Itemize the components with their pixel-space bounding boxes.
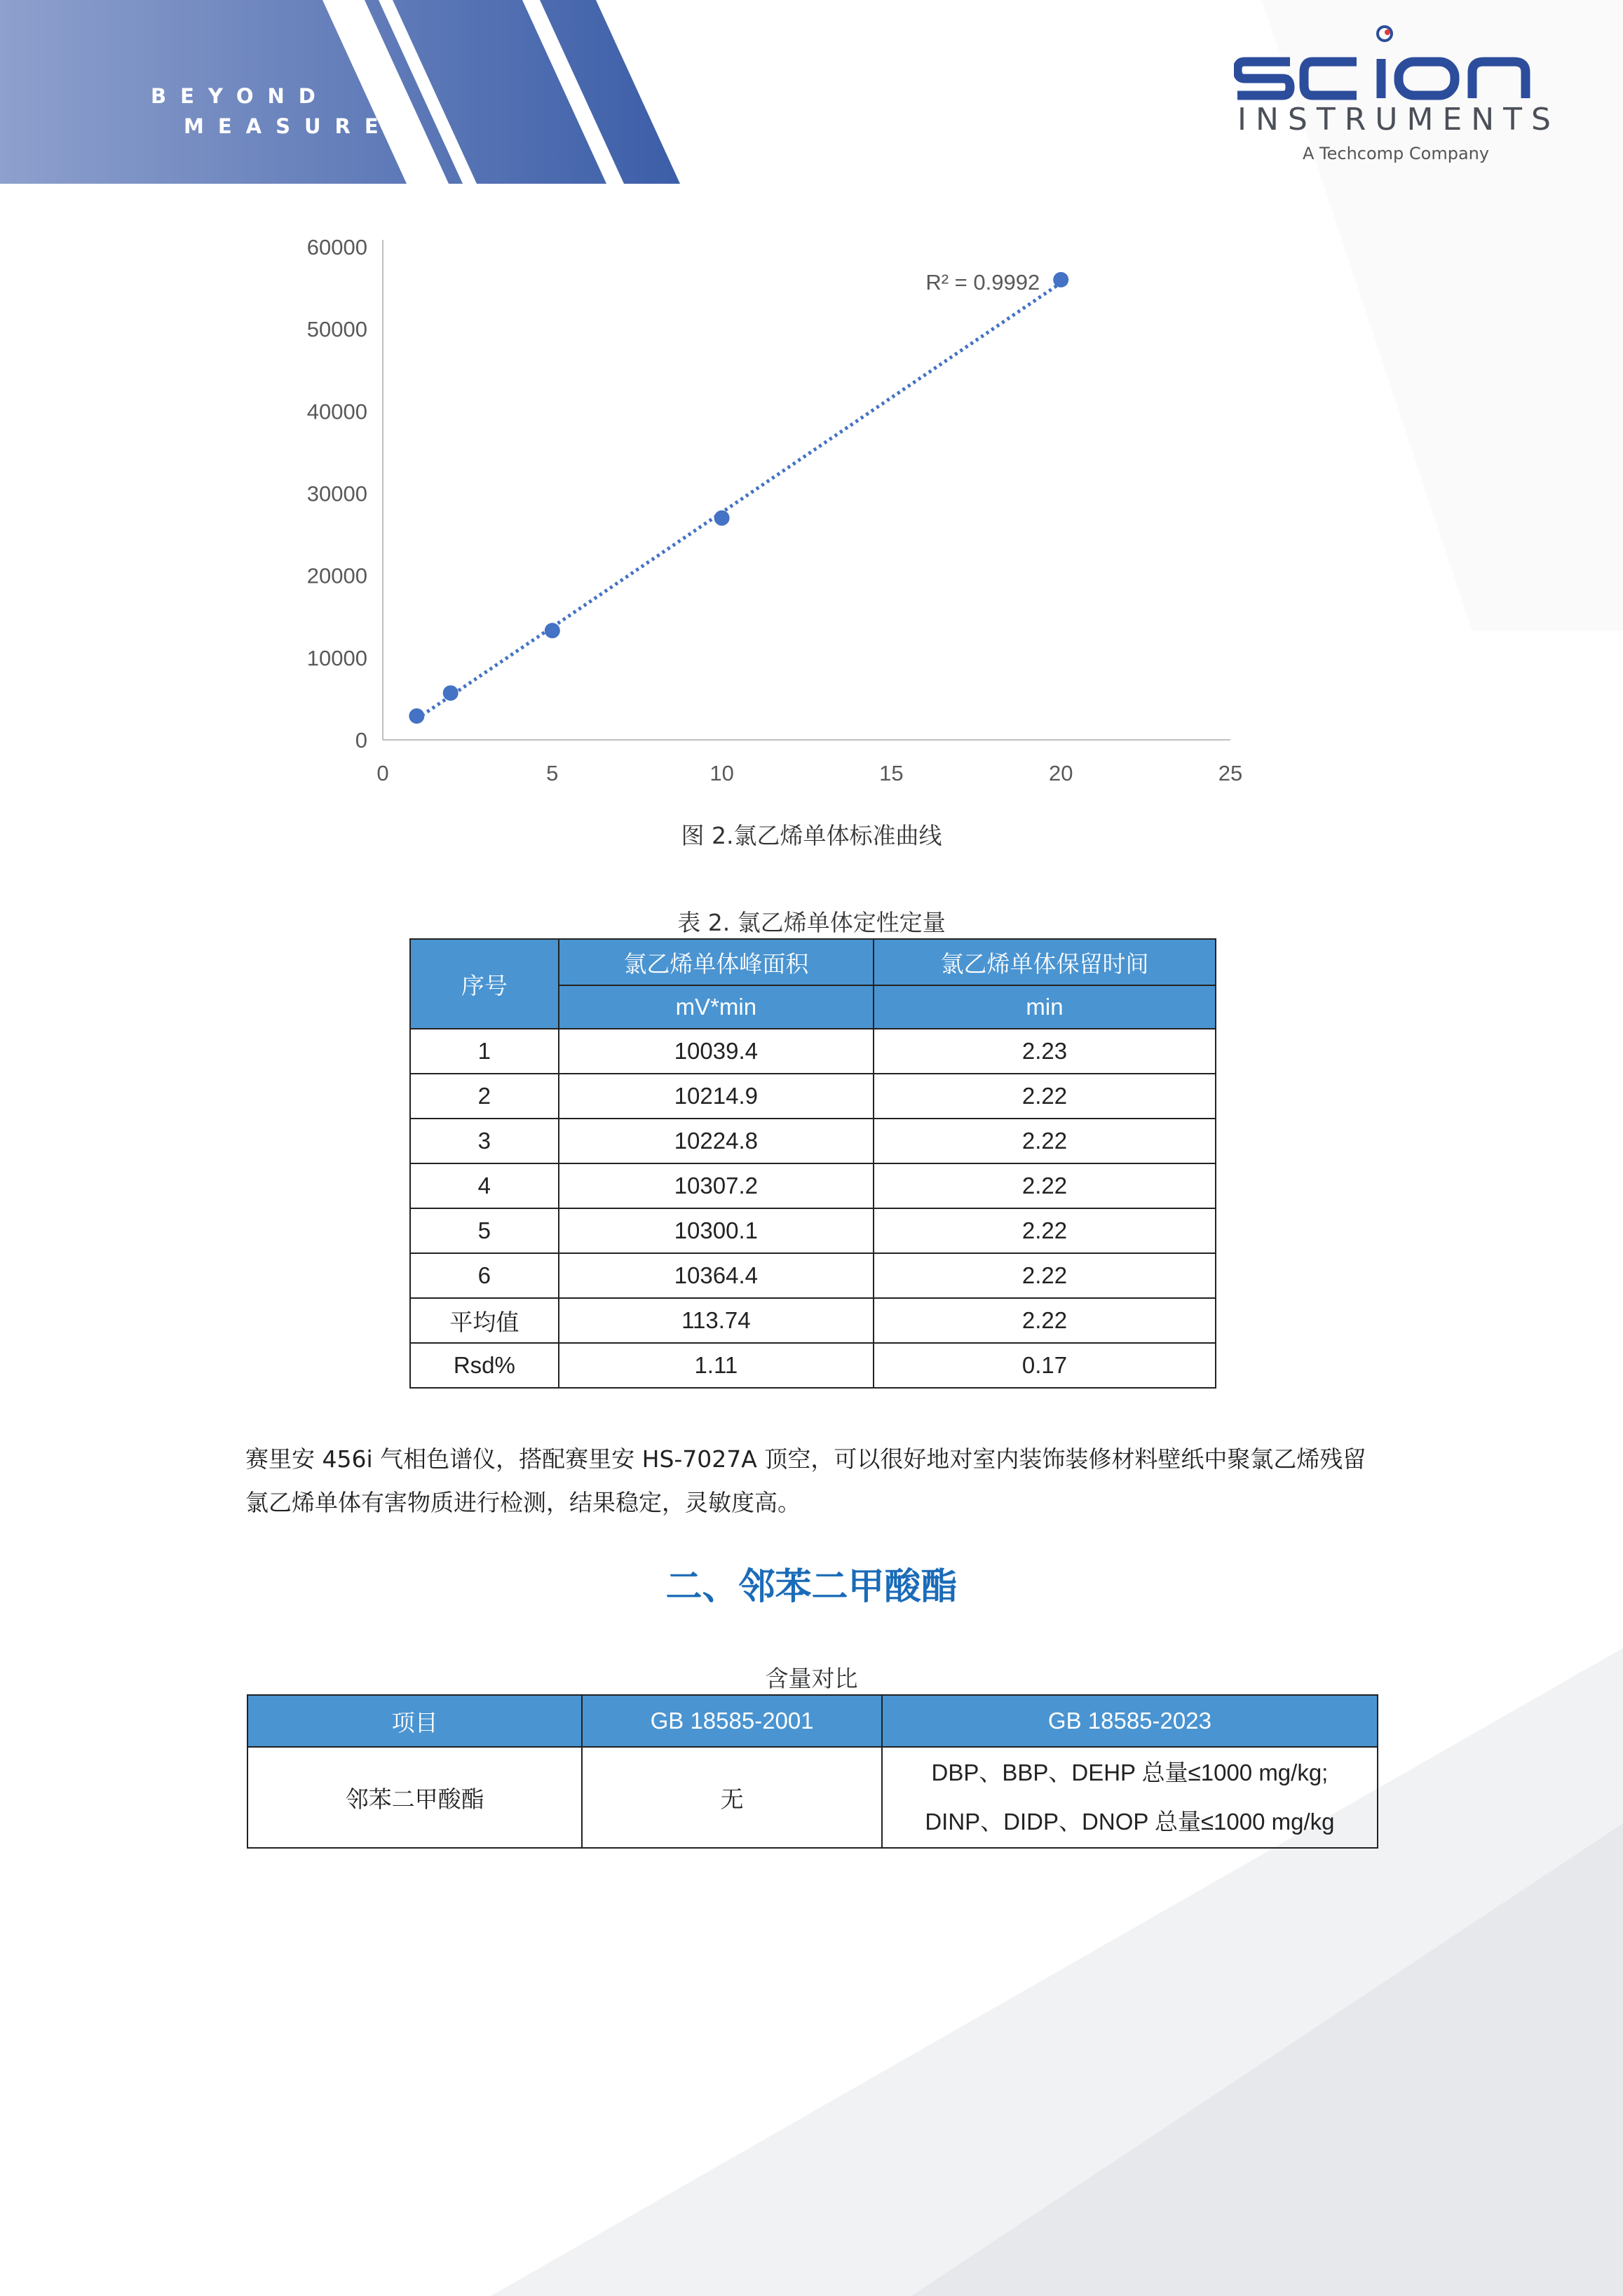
r-squared-label: R² = 0.9992 <box>925 269 1040 295</box>
table2-cell: 2.22 <box>874 1163 1216 1208</box>
table-row <box>410 1208 1216 1253</box>
summary-paragraph: 赛里安 456i 气相色谱仪，搭配赛里安 HS-7027A 顶空，可以很好地对室内装饰装修材料壁纸中聚氯乙烯残留氯乙烯单体有害物质进行检测，结果稳定，灵敏度高。 <box>245 1445 1366 1516</box>
table2-cell: 2.22 <box>874 1119 1216 1163</box>
table3-cell-old: 无 <box>582 1747 882 1848</box>
y-tick-label: 50000 <box>306 317 367 342</box>
x-tick-label: 15 <box>879 761 904 785</box>
table3-cell-item: 邻苯二甲酸酯 <box>247 1747 582 1848</box>
tagline-measure: MEASURE <box>184 114 393 138</box>
table2-cell: 10300.1 <box>559 1208 874 1253</box>
table-row <box>410 1343 1216 1388</box>
table3-cell-new <box>882 1747 1378 1848</box>
table3-header-item: 项目 <box>247 1695 582 1747</box>
table3-header-new: GB 18585-2023 <box>882 1695 1378 1747</box>
table2-cell: 10364.4 <box>559 1253 874 1298</box>
table2-cell: 4 <box>410 1163 559 1208</box>
trendline <box>416 283 1061 719</box>
table-row <box>247 1747 1378 1848</box>
table2-cell: 1.11 <box>559 1343 874 1388</box>
x-tick-label: 25 <box>1218 761 1243 785</box>
table3 <box>247 1694 1378 1849</box>
header-banner <box>0 0 687 186</box>
table2-cell: 10039.4 <box>559 1029 874 1074</box>
table2-cell: 5 <box>410 1208 559 1253</box>
data-point <box>1053 272 1068 288</box>
section-title: 二、邻苯二甲酸酯 <box>665 1566 958 1608</box>
table-row <box>410 1029 1216 1074</box>
table2-header-index: 序号 <box>410 939 559 1029</box>
y-tick-label: 0 <box>355 728 367 752</box>
table2-cell: 113.74 <box>559 1298 874 1343</box>
data-point <box>545 623 560 638</box>
data-point <box>714 511 730 526</box>
table2-unit-area: mV*min <box>559 985 874 1029</box>
y-tick-label: 60000 <box>306 235 367 259</box>
tagline-beyond: BEYOND <box>151 84 330 108</box>
data-point <box>443 685 459 701</box>
table2-cell: 10307.2 <box>559 1163 874 1208</box>
table-row <box>410 1119 1216 1163</box>
calibration-chart <box>280 217 1265 806</box>
y-tick-label: 40000 <box>306 399 367 424</box>
x-tick-label: 0 <box>376 761 389 785</box>
table3-caption: 含量对比 <box>765 1665 858 1692</box>
table2-cell: 2.22 <box>874 1208 1216 1253</box>
table2-unit-retention: min <box>874 985 1216 1029</box>
x-tick-label: 10 <box>709 761 734 785</box>
x-tick-label: 20 <box>1048 761 1073 785</box>
logo-instruments: INSTRUMENTS <box>1237 102 1560 137</box>
table2-header-retention: 氯乙烯单体保留时间 <box>874 939 1216 985</box>
table2-cell: 10214.9 <box>559 1074 874 1119</box>
table2-cell: Rsd% <box>410 1343 559 1388</box>
x-tick-label: 5 <box>546 761 559 785</box>
table2-cell: 2.22 <box>874 1253 1216 1298</box>
table2-cell: 2 <box>410 1074 559 1119</box>
logo-techcomp: A Techcomp Company <box>1303 144 1490 163</box>
table2-cell: 3 <box>410 1119 559 1163</box>
y-tick-label: 30000 <box>306 481 367 506</box>
table2-caption: 表 2. 氯乙烯单体定性定量 <box>677 909 946 936</box>
table2-cell: 2.23 <box>874 1029 1216 1074</box>
table2-cell: 10224.8 <box>559 1119 874 1163</box>
table2-cell: 2.22 <box>874 1074 1216 1119</box>
table3-cell-new-line2: DINP、DIDP、DNOP 总量≤1000 mg/kg <box>925 1809 1335 1835</box>
table2-cell: 平均值 <box>410 1298 559 1343</box>
table2-cell: 6 <box>410 1253 559 1298</box>
table2-cell: 0.17 <box>874 1343 1216 1388</box>
data-point <box>409 708 424 724</box>
table3-header-old: GB 18585-2001 <box>582 1695 882 1747</box>
table2-cell: 2.22 <box>874 1298 1216 1343</box>
table-row <box>410 1253 1216 1298</box>
y-tick-label: 10000 <box>306 645 367 670</box>
table-row <box>410 1298 1216 1343</box>
table2 <box>409 938 1216 1389</box>
table2-cell: 1 <box>410 1029 559 1074</box>
table-row <box>410 1074 1216 1119</box>
table2-header-area: 氯乙烯单体峰面积 <box>559 939 874 985</box>
table3-cell-new-line1: DBP、BBP、DEHP 总量≤1000 mg/kg; <box>931 1760 1329 1785</box>
figure-caption: 图 2.氯乙烯单体标准曲线 <box>681 822 942 849</box>
table-row <box>410 1163 1216 1208</box>
y-tick-label: 20000 <box>306 563 367 588</box>
